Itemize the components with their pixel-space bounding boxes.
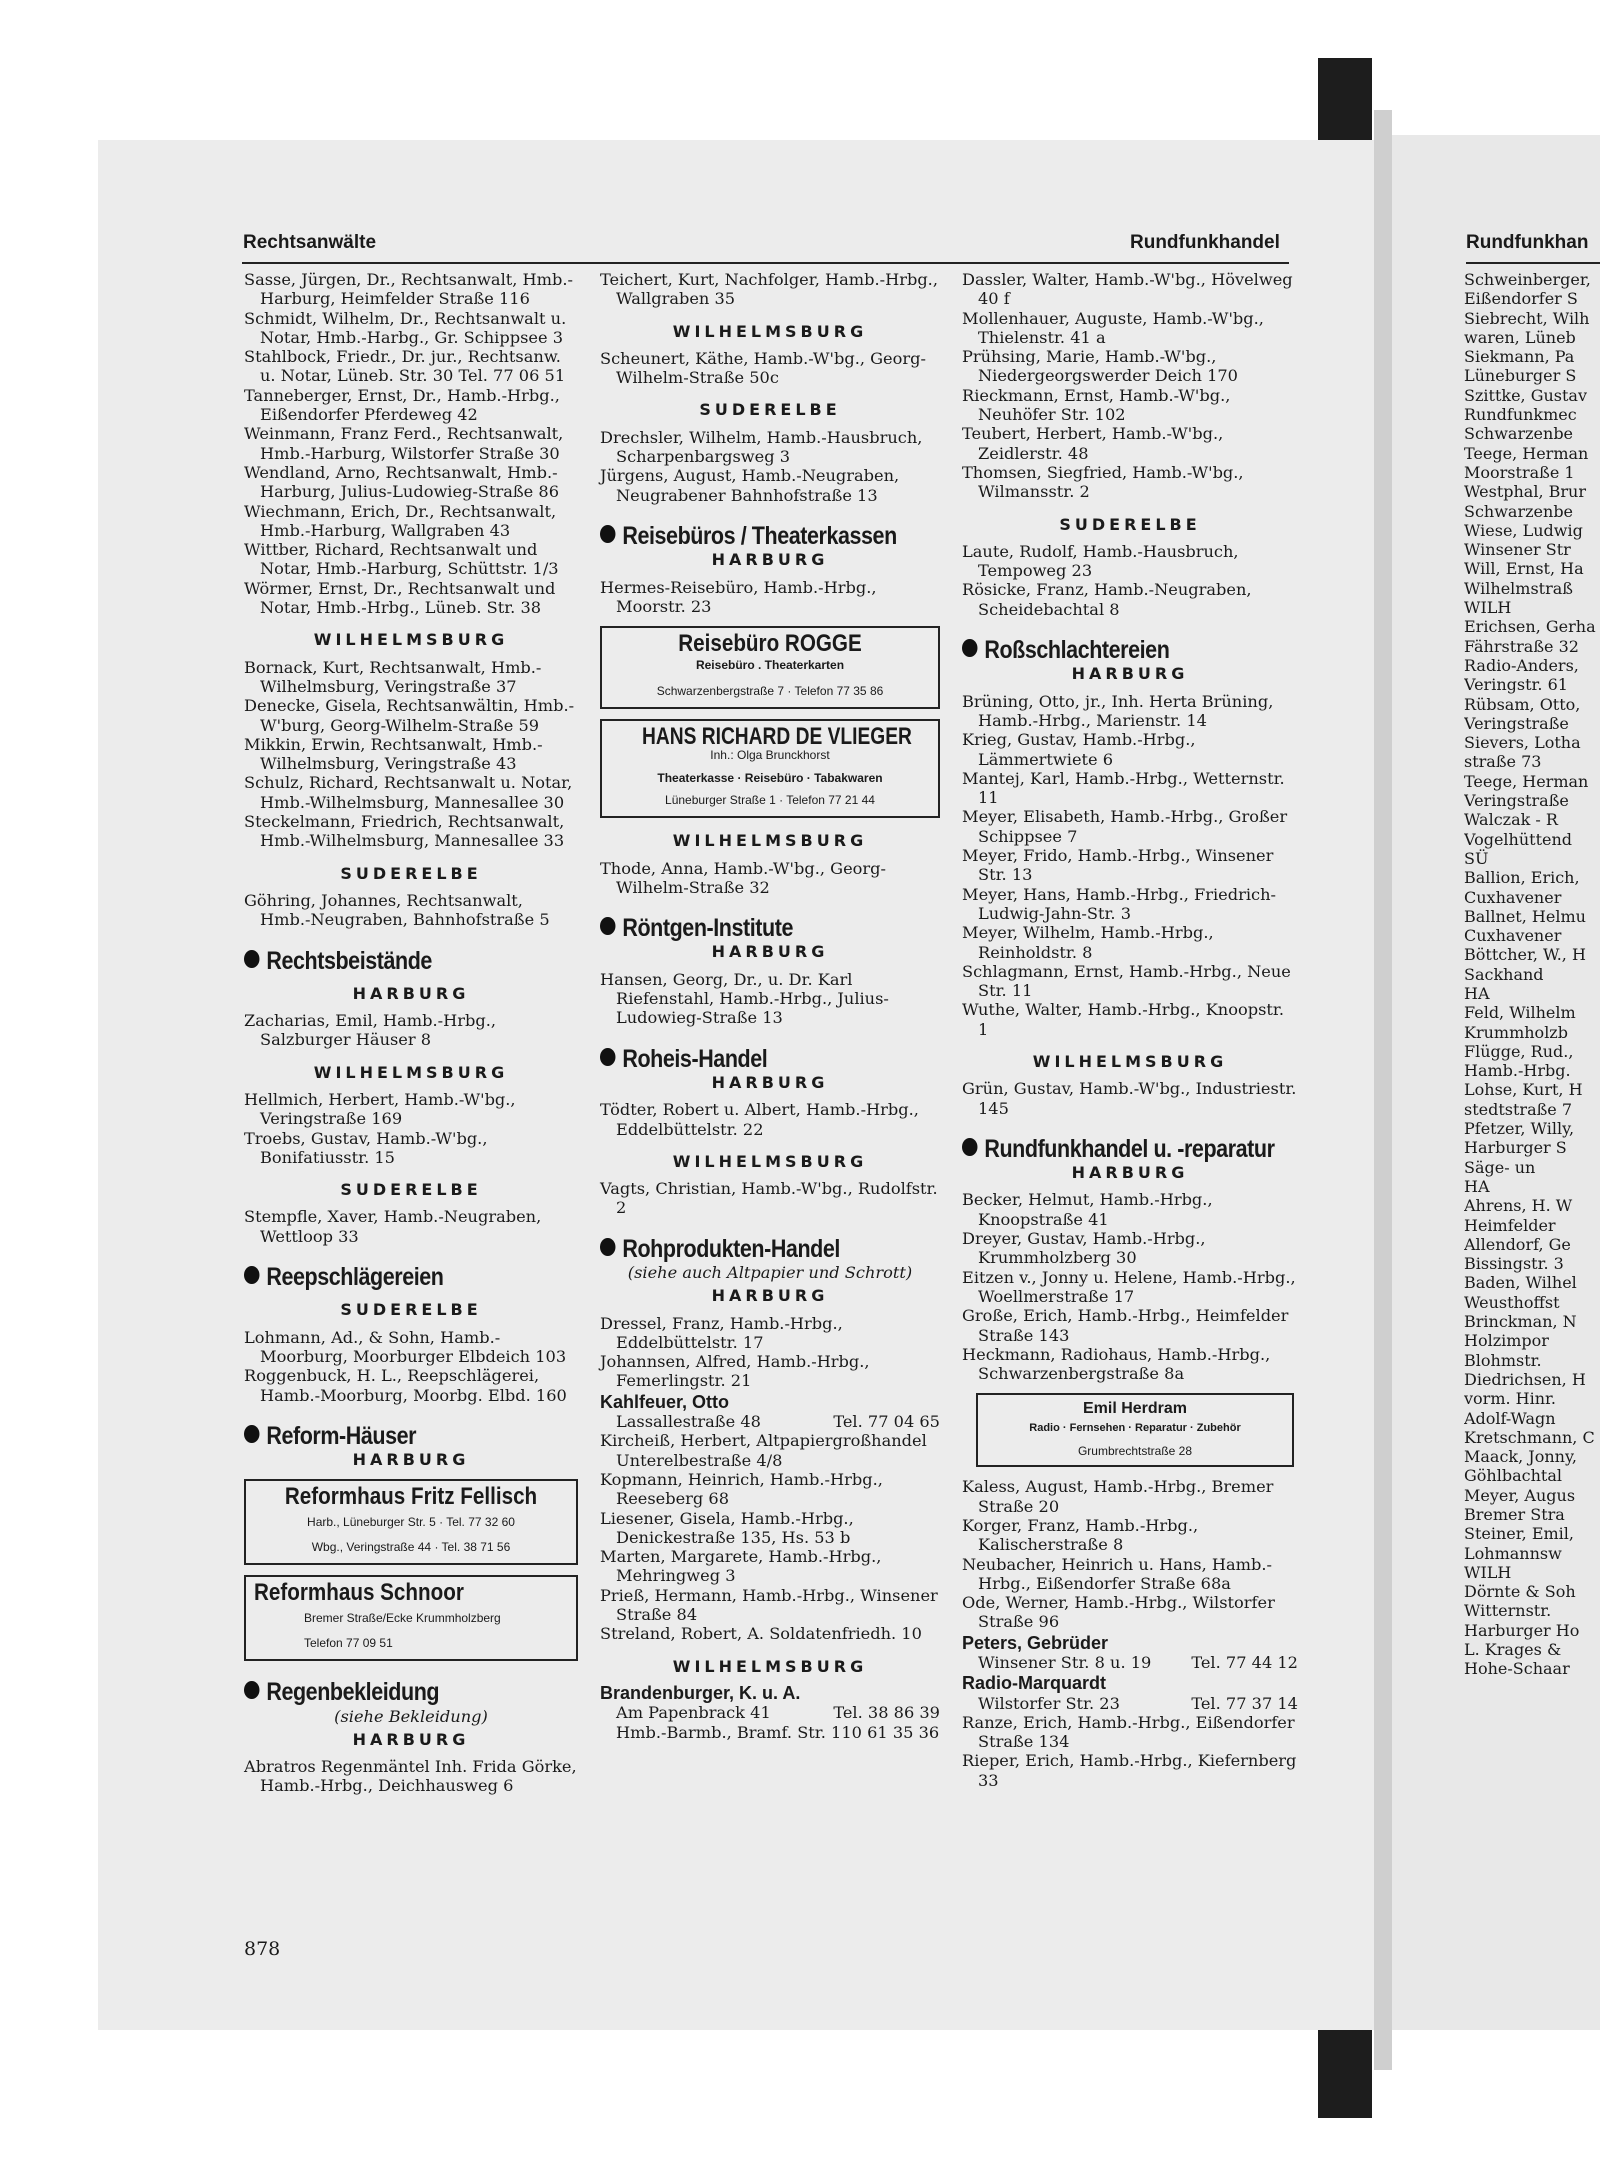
list-item: Stahlbock, Friedr., Dr. jur., Rechtsanw. u. Notar, Lüneb. Str. 30 Tel. 77 06 51 <box>244 347 566 386</box>
list-item: Tanneberger, Ernst, Dr., Hamb.-Hrbg., Eißendorfer Pferdeweg 42 <box>244 385 560 425</box>
list-item: Weinmann, Franz Ferd., Rechtsanwalt, Hmb.-Harburg, Wilstorfer Straße 30 <box>244 424 564 463</box>
entry-list <box>600 1179 940 1218</box>
bullet-icon <box>962 1138 977 1156</box>
category-heading: Reisebüros / Theaterkassen <box>600 525 892 546</box>
category-heading: Rundfunkhandel u. -reparatur <box>962 1138 1251 1159</box>
district-heading: HARBURG <box>711 550 829 570</box>
list-item: Bornack, Kurt, Rechtsanwalt, Hmb.-Wilhelmsburg, Veringstraße 37 <box>244 657 542 696</box>
bold-entry-detail <box>600 1703 940 1722</box>
list-item: Ranze, Erich, Hamb.-Hrbg., Eißendorfer Straße 134 <box>962 1712 1295 1752</box>
list-item: Große, Erich, Hamb.-Hrbg., Heimfelder Straße 143 <box>962 1306 1289 1345</box>
list-item: Bissingstr. 3 <box>1464 1254 1564 1274</box>
advert-line: Grumbrechtstraße 28 <box>1077 1444 1193 1459</box>
list-item: Meyer, Hans, Hamb.-Hrbg., Friedrich-Ludwig-Jahn-Str. 3 <box>962 884 1276 923</box>
district-heading: HARBURG <box>1071 664 1189 684</box>
district-heading: HARBURG <box>352 983 470 1003</box>
list-item: Korger, Franz, Hamb.-Hrbg., Kalischerstraße 8 <box>962 1515 1199 1555</box>
entry-list <box>600 859 940 898</box>
cross-reference: (siehe Bekleidung) <box>334 1706 488 1726</box>
list-item: Lohmann, Ad., & Sohn, Hamb.-Moorburg, Moorburger Elbdeich 103 <box>244 1327 567 1366</box>
list-item: Stempfle, Xaver, Hamb.-Neugraben, Wettloop 33 <box>244 1207 542 1246</box>
list-item: Witternstr. <box>1464 1601 1552 1621</box>
list-item: Bremer Stra <box>1464 1505 1565 1524</box>
list-item: Baden, Wilhel <box>1464 1273 1577 1293</box>
entry-list <box>962 692 1298 1039</box>
entry-list <box>962 270 1298 502</box>
list-item: Cuxhavener <box>1464 926 1562 946</box>
list-item: Göhlbachtal <box>1464 1466 1562 1486</box>
category-heading: Rohprodukten-Handel <box>600 1238 892 1259</box>
list-item: Thomsen, Siegfried, Hamb.-W'bg., Wilmansstr. 2 <box>962 462 1244 502</box>
list-item: Mantej, Karl, Hamb.-Hrbg., Wetternstr. 11 <box>962 768 1285 808</box>
category-heading: Regenbekleidung <box>244 1681 531 1702</box>
page-gutter <box>1374 110 1392 2070</box>
list-item: Veringstr. 61 <box>1464 675 1568 695</box>
list-item: Cuxhavener <box>1464 887 1562 907</box>
list-item: Grün, Gustav, Hamb.-W'bg., Industriestr. 145 <box>962 1079 1297 1118</box>
list-item: Dörnte & Soh <box>1464 1582 1576 1602</box>
header-right: Rundfunkhandel <box>1130 232 1280 253</box>
entry-list <box>244 1328 578 1405</box>
list-item: Troebs, Gustav, Hamb.-W'bg., Bonifatiusstr. 15 <box>244 1128 488 1167</box>
entry-address: Am Papenbrack 41 <box>616 1703 771 1723</box>
entry-list <box>600 349 940 388</box>
advert-title: Reformhaus Schnoor <box>254 1579 464 1607</box>
advert-line: Telefon 77 09 51 <box>304 1635 393 1650</box>
advert-title: Reisebüro ROGGE <box>678 630 862 658</box>
list-item: Rösicke, Franz, Hamb.-Neugraben, Scheidebachtal 8 <box>962 580 1252 619</box>
district-heading: HARBURG <box>1071 1163 1189 1183</box>
bold-entry-detail <box>962 1694 1298 1713</box>
list-item: Wuthe, Walter, Hamb.-Hrbg., Knoopstr. 1 <box>962 1000 1284 1039</box>
list-item: Prieß, Hermann, Hamb.-Hrbg., Winsener Straße 84 <box>600 1585 938 1625</box>
list-item: Fährstraße 32 <box>1464 636 1579 656</box>
list-item: Lohse, Kurt, H <box>1464 1080 1583 1100</box>
cross-reference: (siehe auch Altpapier und Schrott) <box>627 1262 913 1282</box>
list-item: Denecke, Gisela, Rechtsanwältin, Hmb.-W'burg, Georg-Wilhelm-Straße 59 <box>244 696 575 735</box>
entry-list <box>1464 270 1600 1679</box>
entry-list <box>600 1314 940 1391</box>
list-item: Schlagmann, Ernst, Hamb.-Hrbg., Neue Str. 11 <box>962 961 1291 1001</box>
district-heading: WILHELMSBURG <box>313 1062 509 1082</box>
list-item: Kircheiß, Herbert, Altpapiergroßhandel Unterelbestraße 4/8 <box>600 1431 927 1470</box>
list-item: Dreyer, Gustav, Hamb.-Hrbg., Krummholzberg 30 <box>962 1229 1206 1268</box>
advert-line: Radio · Fernsehen · Reparatur · Zubehör <box>1029 1421 1241 1434</box>
list-item: straße 73 <box>1464 752 1542 772</box>
bullet-icon <box>600 1238 615 1256</box>
district-heading: HARBURG <box>711 942 829 962</box>
list-item: Feld, Wilhelm <box>1464 1003 1576 1023</box>
list-item: Erichsen, Gerha <box>1464 617 1596 637</box>
entry-address: Winsener Str. 8 u. 19 <box>978 1653 1152 1672</box>
entry-phone: Tel. 77 44 12 <box>1191 1653 1298 1672</box>
advert-box <box>244 1575 578 1661</box>
list-item: Teubert, Herbert, Hamb.-W'bg., Zeidlerstr. 48 <box>962 424 1224 463</box>
list-item: Eitzen v., Jonny u. Helene, Hamb.-Hrbg., Woellmerstraße 17 <box>962 1267 1296 1306</box>
list-item: Teege, Herman <box>1464 443 1589 463</box>
list-item: Hohe-Schaar <box>1464 1659 1570 1679</box>
district-heading: WILHELMSBURG <box>672 1151 868 1171</box>
district-heading: HARBURG <box>711 1072 829 1092</box>
list-item: Schwarzenbe <box>1464 424 1574 444</box>
bullet-icon <box>244 1681 259 1699</box>
list-item: Flügge, Rud., <box>1464 1041 1574 1061</box>
list-item: Wittber, Richard, Rechtsanwalt und Notar, Hmb.-Harburg, Schüttstr. 1/3 <box>244 540 559 579</box>
list-item: Jürgens, August, Hamb.-Neugraben, Neugrabener Bahnhofstraße 13 <box>600 466 900 505</box>
advert-line: Theaterkasse · Reisebüro · Tabakwaren <box>657 770 883 785</box>
entry-phone: Tel. 38 86 39 <box>833 1703 940 1723</box>
list-item: Schwarzenbe <box>1464 501 1574 521</box>
list-item: Abratros Regenmäntel Inh. Frida Görke, Hamb.-Hrbg., Deichhausweg 6 <box>244 1757 577 1796</box>
entry-list <box>962 1079 1298 1118</box>
list-item: Sievers, Lotha <box>1464 733 1581 753</box>
list-item: Meyer, Frido, Hamb.-Hrbg., Winsener Str. 13 <box>962 846 1274 885</box>
list-item: Rieper, Erich, Hamb.-Hrbg., Kiefernberg 33 <box>962 1751 1297 1790</box>
category-heading: Reform-Häuser <box>244 1425 531 1446</box>
list-item: Ballnet, Helmu <box>1464 906 1586 926</box>
list-item: Weusthoffst <box>1464 1292 1560 1312</box>
bold-entry-name: Brandenburger, K. u. A. <box>600 1682 801 1703</box>
list-item: vorm. Hinr. <box>1464 1389 1557 1409</box>
bold-entry-detail <box>962 1653 1298 1672</box>
list-item: Liesener, Gisela, Hamb.-Hrbg., Denickestraße 135, Hs. 53 b <box>600 1508 854 1547</box>
list-item: Meyer, Augus <box>1464 1485 1576 1505</box>
bullet-icon <box>244 1425 259 1443</box>
entry-list <box>244 1011 578 1050</box>
district-heading: HARBURG <box>711 1286 829 1306</box>
list-item: Radio-Anders, <box>1464 655 1579 675</box>
header-rule-right <box>1466 262 1600 264</box>
list-item: Zacharias, Emil, Hamb.-Hrbg., Salzburger Häuser 8 <box>244 1011 496 1050</box>
list-item: Johannsen, Alfred, Hamb.-Hrbg., Femerlingstr. 21 <box>600 1352 870 1391</box>
list-item: Marten, Margarete, Hamb.-Hrbg., Mehringweg 3 <box>600 1547 882 1586</box>
list-item: Mollenhauer, Auguste, Hamb.-W'bg., Thielenstr. 41 a <box>962 308 1264 347</box>
list-item: Ode, Werner, Hamb.-Hrbg., Wilstorfer Straße 96 <box>962 1593 1275 1632</box>
list-item: Tödter, Robert u. Albert, Hamb.-Hrbg., Eddelbüttelstr. 22 <box>600 1100 919 1139</box>
bold-entry-name: Peters, Gebrüder <box>962 1632 1109 1653</box>
header-rule <box>242 262 1289 264</box>
list-item: Kopmann, Heinrich, Hamb.-Hrbg., Reeseberg 68 <box>600 1469 883 1509</box>
list-item: Sasse, Jürgen, Dr., Rechtsanwalt, Hmb.-Harburg, Heimfelder Straße 116 <box>244 270 573 309</box>
category-heading: Roheis-Handel <box>600 1048 892 1069</box>
advert-box <box>600 626 940 709</box>
advert-title: Emil Herdram <box>1082 1400 1188 1418</box>
list-item: Teege, Herman <box>1464 771 1589 791</box>
list-item: Dassler, Walter, Hamb.-W'bg., Hövelweg 40 f <box>962 270 1293 309</box>
list-item: Holzimpor <box>1464 1331 1549 1351</box>
category-heading: Rechtsbeistände <box>244 950 531 971</box>
bullet-icon <box>244 950 259 968</box>
advert-line: Harb., Lüneburger Str. 5 · Tel. 77 32 60 <box>307 1514 515 1529</box>
header-left: Rechtsanwälte <box>243 232 377 253</box>
district-heading: WILHELMSBURG <box>672 1656 868 1676</box>
list-item: Meyer, Elisabeth, Hamb.-Hrbg., Großer Schippsee 7 <box>962 807 1288 846</box>
list-item: Meyer, Wilhelm, Hamb.-Hrbg., Reinholdstr. 8 <box>962 923 1214 962</box>
entry-list <box>962 1713 1298 1790</box>
list-item: Maack, Jonny, <box>1464 1447 1577 1467</box>
list-item: Moorstraße 1 <box>1464 462 1575 482</box>
list-item: Pfetzer, Willy, <box>1464 1119 1575 1139</box>
district-heading: SUDERELBE <box>340 1300 482 1320</box>
column-3 <box>962 270 1298 1790</box>
entry-list <box>244 1090 578 1167</box>
entry-address: Hmb.-Barmb., Bramf. Str. 110 61 35 36 <box>616 1722 940 1742</box>
list-item: Drechsler, Wilhelm, Hamb.-Hausbruch, Scharpenbargsweg 3 <box>600 427 923 467</box>
list-item: Rübsam, Otto, <box>1464 694 1581 714</box>
entry-list <box>962 1477 1298 1631</box>
entry-list <box>600 1431 940 1643</box>
advert-line: Bremer Straße/Ecke Krummholzberg <box>304 1610 501 1625</box>
list-item: Lüneburger S <box>1464 366 1577 386</box>
list-item: Hellmich, Herbert, Hamb.-W'bg., Veringstraße 169 <box>244 1089 516 1129</box>
list-item: WILH <box>1464 1562 1512 1582</box>
list-item: Steckelmann, Friedrich, Rechtsanwalt, Hmb.-Wilhelmsburg, Mannesallee 33 <box>244 812 565 851</box>
list-item: Wiese, Ludwig <box>1464 520 1583 540</box>
list-item: Wilhelmstraß <box>1464 578 1573 598</box>
list-item: Ahrens, H. W <box>1464 1196 1573 1216</box>
list-item: Mikkin, Erwin, Rechtsanwalt, Hmb.-Wilhelmsburg, Veringstraße 43 <box>244 734 543 774</box>
list-item: Scheunert, Käthe, Hamb.-W'bg., Georg-Wilhelm-Straße 50c <box>600 348 926 388</box>
list-item: Blohmstr. <box>1464 1350 1542 1370</box>
list-item: Will, Ernst, Ha <box>1464 559 1584 579</box>
list-item: Kaless, August, Hamb.-Hrbg., Bremer Straße 20 <box>962 1477 1274 1516</box>
list-item: Schweinberger, <box>1464 270 1591 289</box>
list-item: Kretschmann, C <box>1464 1427 1595 1447</box>
district-heading: WILHELMSBURG <box>1032 1051 1228 1071</box>
list-item: Thode, Anna, Hamb.-W'bg., Georg-Wilhelm-Straße 32 <box>600 858 886 897</box>
list-item: Wörmer, Ernst, Dr., Rechtsanwalt und Notar, Hmb.-Hrbg., Lüneb. Str. 38 <box>244 578 556 618</box>
list-item: Dressel, Franz, Hamb.-Hrbg., Eddelbüttelstr. 17 <box>600 1313 843 1352</box>
entry-list <box>962 542 1298 619</box>
entry-list <box>244 270 578 617</box>
entry-list <box>600 578 940 617</box>
list-item: Krieg, Gustav, Hamb.-Hrbg., Lämmertwiete 6 <box>962 730 1196 769</box>
list-item: Ballion, Erich, <box>1464 868 1580 888</box>
list-item: Veringstraße <box>1464 791 1569 811</box>
list-item: HA <box>1464 983 1490 1003</box>
list-item: Heimfelder <box>1464 1215 1556 1235</box>
district-heading: SUDERELBE <box>340 863 482 883</box>
district-heading: SUDERELBE <box>699 400 841 420</box>
list-item: Eißendorfer S <box>1464 289 1578 309</box>
list-item: Becker, Helmut, Hamb.-Hrbg., Knoopstraße 41 <box>962 1190 1213 1229</box>
bullet-icon <box>600 917 615 935</box>
entry-list <box>600 270 940 309</box>
advert-line: Inh.: Olga Brunckhorst <box>710 748 830 763</box>
district-heading: WILHELMSBURG <box>672 831 868 851</box>
list-item: Schulz, Richard, Rechtsanwalt u. Notar, Hmb.-Wilhelmsburg, Mannesallee 30 <box>244 773 573 812</box>
district-heading: HARBURG <box>352 1450 470 1470</box>
list-item: Krummholzb <box>1464 1022 1568 1042</box>
list-item: Prühsing, Marie, Hamb.-W'bg., Niedergeorgswerder Deich 170 <box>962 347 1238 386</box>
advert-title: Reformhaus Fritz Fellisch <box>284 1483 538 1511</box>
column-4-partial <box>1464 270 1600 1679</box>
list-item: Winsener Str <box>1464 540 1571 560</box>
bold-entry-name: Radio-Marquardt <box>962 1673 1106 1694</box>
list-item: Brüning, Otto, jr., Inh. Herta Brüning, Hamb.-Hrbg., Marienstr. 14 <box>962 691 1274 730</box>
list-item: L. Krages & <box>1464 1640 1562 1660</box>
list-item: SÜ <box>1464 848 1489 868</box>
list-item: Streland, Robert, A. Soldatenfriedh. 10 <box>600 1624 922 1644</box>
list-item: Teichert, Kurt, Nachfolger, Hamb.-Hrbg., Wallgraben 35 <box>600 270 938 309</box>
advert-line: Wbg., Veringstraße 44 · Tel. 38 71 56 <box>311 1540 511 1555</box>
district-heading: WILHELMSBURG <box>672 321 868 341</box>
list-item: stedtstraße 7 <box>1464 1099 1573 1119</box>
list-item: Lohmannsw <box>1464 1543 1562 1563</box>
list-item: Veringstraße <box>1464 713 1569 733</box>
entry-list <box>600 1100 940 1139</box>
list-item: waren, Lüneb <box>1464 327 1576 347</box>
list-item: Harburger Ho <box>1464 1620 1580 1640</box>
entry-list <box>244 891 578 930</box>
list-item: Steiner, Emil, <box>1464 1524 1574 1544</box>
list-item: Westphal, Brur <box>1464 482 1586 502</box>
entry-list <box>962 1190 1298 1383</box>
column-2 <box>600 270 940 1742</box>
category-heading: Roßschlachtereien <box>962 639 1251 660</box>
entry-list <box>600 970 940 1028</box>
entry-address: Lassallestraße 48 <box>616 1412 761 1432</box>
bullet-icon <box>962 639 977 657</box>
district-heading: SUDERELBE <box>340 1180 482 1200</box>
list-item: Siekmann, Pa <box>1464 347 1575 367</box>
category-heading: Röntgen-Institute <box>600 917 892 938</box>
list-item: Rieckmann, Ernst, Hamb.-W'bg., Neuhöfer Str. 102 <box>962 385 1231 425</box>
list-item: Schmidt, Wilhelm, Dr., Rechtsanwalt u. Notar, Hmb.-Harbg., Gr. Schippsee 3 <box>244 308 567 347</box>
advert-title: HANS RICHARD DE VLIEGER <box>642 723 912 751</box>
bullet-icon <box>244 1266 259 1284</box>
district-heading: WILHELMSBURG <box>313 630 509 650</box>
advert-box <box>976 1393 1294 1467</box>
entry-list <box>244 658 578 851</box>
advert-box <box>244 1479 578 1565</box>
list-item: HA <box>1464 1176 1490 1196</box>
list-item: Hermes-Reisebüro, Hamb.-Hrbg., Moorstr. 23 <box>600 577 877 616</box>
bold-entry-detail <box>600 1412 940 1431</box>
entry-list <box>244 1207 578 1246</box>
list-item: Sackhand <box>1464 964 1544 984</box>
bullet-icon <box>600 525 615 543</box>
page-number: 878 <box>244 1938 281 1960</box>
advert-box <box>600 719 940 818</box>
list-item: Brinckman, N <box>1464 1312 1577 1332</box>
list-item: Roggenbuck, H. L., Reepschlägerei, Hamb.-Moorburg, Moorbg. Elbd. 160 <box>244 1366 567 1405</box>
list-item: Böttcher, W., H <box>1464 945 1586 965</box>
entry-list <box>244 1757 578 1796</box>
district-heading: HARBURG <box>352 1729 470 1749</box>
header-right-page: Rundfunkhan <box>1466 232 1589 253</box>
list-item: Allendorf, Ge <box>1464 1234 1571 1254</box>
list-item: Vagts, Christian, Hamb.-W'bg., Rudolfstr. 2 <box>600 1179 938 1218</box>
list-item: Rundfunkmec <box>1464 405 1577 425</box>
list-item: Heckmann, Radiohaus, Hamb.-Hrbg., Schwarzenbergstraße 8a <box>962 1344 1271 1384</box>
advert-line: Schwarzenbergstraße 7 · Telefon 77 35 86 <box>656 683 884 698</box>
list-item: Harburger S <box>1464 1138 1567 1158</box>
list-item: Hamb.-Hrbg. <box>1464 1061 1571 1081</box>
bullet-icon <box>600 1048 615 1066</box>
entry-phone: Tel. 77 37 14 <box>1191 1693 1298 1713</box>
entry-list <box>600 428 940 505</box>
list-item: Neubacher, Heinrich u. Hans, Hamb.-Hrbg., Eißendorfer Straße 68a <box>962 1554 1272 1593</box>
list-item: Walczak - R <box>1464 810 1558 830</box>
entry-phone: Tel. 77 04 65 <box>833 1412 940 1432</box>
district-heading: SUDERELBE <box>1059 514 1201 534</box>
list-item: Diedrichsen, H <box>1464 1369 1586 1389</box>
list-item: Adolf-Wagn <box>1464 1408 1556 1428</box>
entry-address: Wilstorfer Str. 23 <box>978 1693 1120 1713</box>
column-1 <box>244 270 578 1796</box>
list-item: Wiechmann, Erich, Dr., Rechtsanwalt, Hmb.-Harburg, Wallgraben 43 <box>244 501 557 540</box>
list-item: Vogelhüttend <box>1464 829 1573 849</box>
list-item: Säge- un <box>1464 1157 1536 1177</box>
list-item: Wendland, Arno, Rechtsanwalt, Hmb.-Harburg, Julius-Ludowieg-Straße 86 <box>244 462 560 502</box>
list-item: Szittke, Gustav <box>1464 385 1588 405</box>
list-item: WILH <box>1464 598 1512 618</box>
list-item: Göhring, Johannes, Rechtsanwalt, Hmb.-Neugraben, Bahnhofstraße 5 <box>244 890 550 930</box>
list-item: Hansen, Georg, Dr., u. Dr. Karl Riefenstahl, Hamb.-Hrbg., Julius-Ludowieg-Straße 13 <box>600 969 889 1028</box>
bold-entry-name: Kahlfeuer, Otto <box>600 1391 730 1412</box>
list-item: Siebrecht, Wilh <box>1464 308 1590 328</box>
advert-line: Reisebüro . Theaterkarten <box>695 658 845 673</box>
advert-line: Lüneburger Straße 1 · Telefon 77 21 44 <box>665 792 875 807</box>
category-heading: Reepschlägereien <box>244 1266 531 1287</box>
list-item: Laute, Rudolf, Hamb.-Hausbruch, Tempoweg 23 <box>962 541 1239 581</box>
